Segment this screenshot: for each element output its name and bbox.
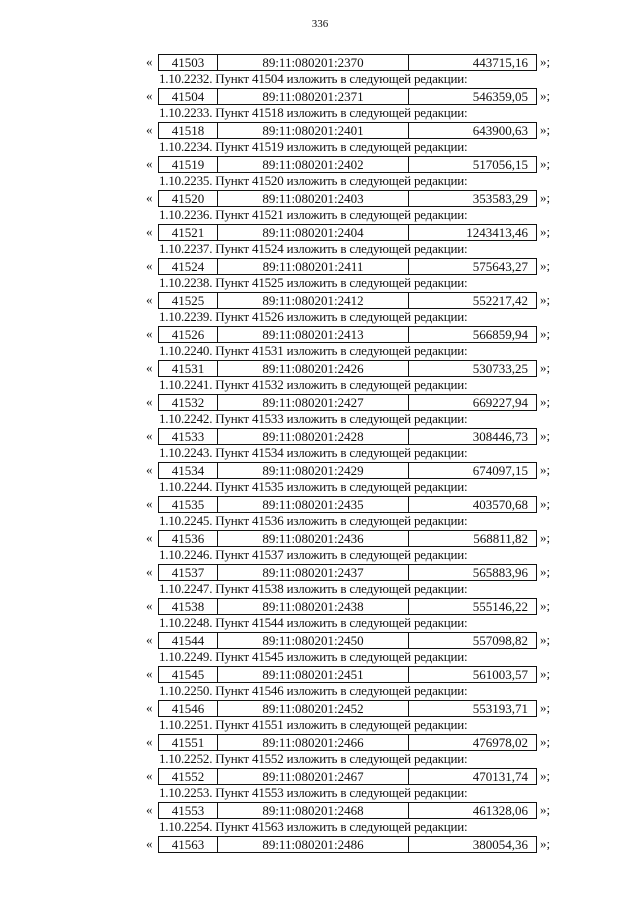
cadastral-number-cell: 89:11:080201:2403	[218, 191, 409, 206]
table-row	[146, 563, 551, 580]
table-row	[146, 767, 551, 784]
item-number-cell: 41551	[159, 735, 218, 750]
value-cell: 546359,05	[472, 89, 528, 104]
value-cell: 403570,68	[472, 497, 528, 512]
closing-quote: »;	[540, 734, 551, 749]
value-cell: 575643,27	[472, 259, 528, 274]
opening-quote: «	[146, 258, 153, 273]
row-cells	[158, 530, 537, 547]
closing-quote: »;	[540, 224, 551, 239]
cadastral-number-cell: 89:11:080201:2411	[218, 259, 409, 274]
closing-quote: »;	[540, 564, 551, 579]
cadastral-number-cell: 89:11:080201:2371	[218, 89, 409, 104]
table-row	[146, 257, 551, 274]
row-cells	[158, 496, 537, 513]
closing-quote: »;	[540, 292, 551, 307]
item-number-cell: 41533	[159, 429, 218, 444]
row-cells	[158, 768, 537, 785]
value-cell: 470131,74	[472, 769, 528, 784]
opening-quote: «	[146, 564, 153, 579]
item-number-cell: 41545	[159, 667, 218, 682]
value-cell: 555146,22	[472, 599, 528, 614]
item-number-cell: 41525	[159, 293, 218, 308]
amendment-line: 1.10.2233. Пункт 41518 изложить в следующей редакции:	[159, 105, 468, 120]
opening-quote: «	[146, 394, 153, 409]
value-cell: 517056,15	[472, 157, 528, 172]
item-number-cell: 41544	[159, 633, 218, 648]
table-row	[146, 223, 551, 240]
item-number-cell: 41524	[159, 259, 218, 274]
amendment-line: 1.10.2241. Пункт 41532 изложить в следующей редакции:	[159, 377, 468, 392]
amendment-line: 1.10.2237. Пункт 41524 изложить в следующей редакции:	[159, 241, 468, 256]
closing-quote: »;	[540, 428, 551, 443]
value-cell: 308446,73	[472, 429, 528, 444]
item-number-cell: 41532	[159, 395, 218, 410]
row-cells	[158, 598, 537, 615]
value-cell: 443715,16	[472, 55, 528, 70]
opening-quote: «	[146, 190, 153, 205]
item-number-cell: 41503	[159, 55, 218, 70]
row-cells	[158, 700, 537, 717]
opening-quote: «	[146, 428, 153, 443]
amendment-line: 1.10.2232. Пункт 41504 изложить в следующей редакции:	[159, 71, 468, 86]
row-cells	[158, 326, 537, 343]
closing-quote: »;	[540, 258, 551, 273]
amendment-line: 1.10.2244. Пункт 41535 изложить в следующей редакции:	[159, 479, 468, 494]
table-row	[146, 189, 551, 206]
closing-quote: »;	[540, 632, 551, 647]
opening-quote: «	[146, 122, 153, 137]
row-cells	[158, 360, 537, 377]
row-cells	[158, 462, 537, 479]
cadastral-number-cell: 89:11:080201:2429	[218, 463, 409, 478]
opening-quote: «	[146, 156, 153, 171]
item-number-cell: 41537	[159, 565, 218, 580]
opening-quote: «	[146, 496, 153, 511]
table-row	[146, 529, 551, 546]
table-row	[146, 495, 551, 512]
item-number-cell: 41538	[159, 599, 218, 614]
amendment-line: 1.10.2252. Пункт 41552 изложить в следующей редакции:	[159, 751, 468, 766]
value-cell: 568811,82	[473, 531, 528, 546]
row-cells	[158, 802, 537, 819]
closing-quote: »;	[540, 666, 551, 681]
row-cells	[158, 88, 537, 105]
cadastral-number-cell: 89:11:080201:2437	[218, 565, 409, 580]
value-cell: 530733,25	[472, 361, 528, 376]
value-cell: 380054,36	[472, 837, 528, 852]
amendment-line: 1.10.2247. Пункт 41538 изложить в следующей редакции:	[159, 581, 468, 596]
cadastral-number-cell: 89:11:080201:2427	[218, 395, 409, 410]
item-number-cell: 41521	[159, 225, 218, 240]
opening-quote: «	[146, 326, 153, 341]
opening-quote: «	[146, 666, 153, 681]
closing-quote: »;	[540, 88, 551, 103]
amendment-line: 1.10.2240. Пункт 41531 изложить в следующей редакции:	[159, 343, 468, 358]
closing-quote: »;	[540, 802, 551, 817]
opening-quote: «	[146, 88, 153, 103]
item-number-cell: 41552	[159, 769, 218, 784]
table-row	[146, 597, 551, 614]
value-cell: 643900,63	[472, 123, 528, 138]
value-cell: 461328,06	[472, 803, 528, 818]
table-row	[146, 665, 551, 682]
cadastral-number-cell: 89:11:080201:2412	[218, 293, 409, 308]
value-cell: 552217,42	[472, 293, 528, 308]
value-cell: 476978,02	[472, 735, 528, 750]
amendment-line: 1.10.2254. Пункт 41563 изложить в следующей редакции:	[159, 819, 468, 834]
item-number-cell: 41519	[159, 157, 218, 172]
opening-quote: «	[146, 598, 153, 613]
closing-quote: »;	[540, 360, 551, 375]
table-row	[146, 733, 551, 750]
opening-quote: «	[146, 802, 153, 817]
row-cells	[158, 224, 537, 241]
cadastral-number-cell: 89:11:080201:2402	[218, 157, 409, 172]
cadastral-number-cell: 89:11:080201:2401	[218, 123, 409, 138]
closing-quote: »;	[540, 122, 551, 137]
value-cell: 565883,96	[472, 565, 528, 580]
opening-quote: «	[146, 224, 153, 239]
amendment-line: 1.10.2235. Пункт 41520 изложить в следующей редакции:	[159, 173, 468, 188]
amendment-line: 1.10.2251. Пункт 41551 изложить в следующей редакции:	[159, 717, 468, 732]
cadastral-number-cell: 89:11:080201:2436	[218, 531, 409, 546]
closing-quote: »;	[540, 530, 551, 545]
cadastral-number-cell: 89:11:080201:2438	[218, 599, 409, 614]
cadastral-number-cell: 89:11:080201:2404	[218, 225, 409, 240]
cadastral-number-cell: 89:11:080201:2370	[218, 55, 409, 70]
amendment-line: 1.10.2242. Пункт 41533 изложить в следующей редакции:	[159, 411, 468, 426]
opening-quote: «	[146, 530, 153, 545]
table-row	[146, 325, 551, 342]
row-cells	[158, 292, 537, 309]
amendment-line: 1.10.2245. Пункт 41536 изложить в следующей редакции:	[159, 513, 468, 528]
value-cell: 557098,82	[472, 633, 528, 648]
row-cells	[158, 836, 537, 853]
opening-quote: «	[146, 734, 153, 749]
amendment-line: 1.10.2253. Пункт 41553 изложить в следующей редакции:	[159, 785, 468, 800]
closing-quote: »;	[540, 156, 551, 171]
value-cell: 1243413,46	[466, 225, 528, 240]
closing-quote: »;	[540, 496, 551, 511]
amendment-line: 1.10.2248. Пункт 41544 изложить в следующей редакции:	[159, 615, 468, 630]
item-number-cell: 41563	[159, 837, 218, 852]
item-number-cell: 41520	[159, 191, 218, 206]
opening-quote: «	[146, 292, 153, 307]
amendment-line: 1.10.2234. Пункт 41519 изложить в следующей редакции:	[159, 139, 468, 154]
value-cell: 674097,15	[472, 463, 528, 478]
opening-quote: «	[146, 360, 153, 375]
table-row	[146, 121, 551, 138]
table-row	[146, 53, 551, 70]
closing-quote: »;	[540, 768, 551, 783]
item-number-cell: 41534	[159, 463, 218, 478]
closing-quote: »;	[540, 598, 551, 613]
table-row	[146, 291, 551, 308]
cadastral-number-cell: 89:11:080201:2435	[218, 497, 409, 512]
item-number-cell: 41546	[159, 701, 218, 716]
item-number-cell: 41535	[159, 497, 218, 512]
table-row	[146, 427, 551, 444]
cadastral-number-cell: 89:11:080201:2452	[218, 701, 409, 716]
opening-quote: «	[146, 54, 153, 69]
table-row	[146, 87, 551, 104]
page-number: 336	[311, 18, 329, 30]
opening-quote: «	[146, 836, 153, 851]
closing-quote: »;	[540, 700, 551, 715]
closing-quote: »;	[540, 326, 551, 341]
opening-quote: «	[146, 632, 153, 647]
amendment-line: 1.10.2250. Пункт 41546 изложить в следующей редакции:	[159, 683, 468, 698]
cadastral-number-cell: 89:11:080201:2413	[218, 327, 409, 342]
table-row	[146, 699, 551, 716]
closing-quote: »;	[540, 394, 551, 409]
table-row	[146, 801, 551, 818]
table-row	[146, 461, 551, 478]
cadastral-number-cell: 89:11:080201:2428	[218, 429, 409, 444]
item-number-cell: 41531	[159, 361, 218, 376]
row-cells	[158, 122, 537, 139]
document-body	[146, 53, 551, 852]
amendment-line: 1.10.2243. Пункт 41534 изложить в следующей редакции:	[159, 445, 468, 460]
amendment-line: 1.10.2238. Пункт 41525 изложить в следующей редакции:	[159, 275, 468, 290]
table-row	[146, 155, 551, 172]
item-number-cell: 41526	[159, 327, 218, 342]
row-cells	[158, 632, 537, 649]
cadastral-number-cell: 89:11:080201:2467	[218, 769, 409, 784]
table-row	[146, 631, 551, 648]
value-cell: 566859,94	[472, 327, 528, 342]
amendment-line: 1.10.2246. Пункт 41537 изложить в следующей редакции:	[159, 547, 468, 562]
item-number-cell: 41504	[159, 89, 218, 104]
opening-quote: «	[146, 462, 153, 477]
amendment-line: 1.10.2236. Пункт 41521 изложить в следующей редакции:	[159, 207, 468, 222]
closing-quote: »;	[540, 54, 551, 69]
cadastral-number-cell: 89:11:080201:2466	[218, 735, 409, 750]
cadastral-number-cell: 89:11:080201:2426	[218, 361, 409, 376]
closing-quote: »;	[540, 190, 551, 205]
item-number-cell: 41553	[159, 803, 218, 818]
cadastral-number-cell: 89:11:080201:2451	[218, 667, 409, 682]
row-cells	[158, 190, 537, 207]
closing-quote: »;	[540, 836, 551, 851]
value-cell: 561003,57	[472, 667, 528, 682]
cadastral-number-cell: 89:11:080201:2468	[218, 803, 409, 818]
row-cells	[158, 666, 537, 683]
cadastral-number-cell: 89:11:080201:2486	[218, 837, 409, 852]
amendment-line: 1.10.2249. Пункт 41545 изложить в следующей редакции:	[159, 649, 468, 664]
value-cell: 353583,29	[472, 191, 528, 206]
amendment-line: 1.10.2239. Пункт 41526 изложить в следующей редакции:	[159, 309, 468, 324]
row-cells	[158, 564, 537, 581]
item-number-cell: 41518	[159, 123, 218, 138]
opening-quote: «	[146, 768, 153, 783]
row-cells	[158, 54, 537, 71]
value-cell: 553193,71	[472, 701, 528, 716]
cadastral-number-cell: 89:11:080201:2450	[218, 633, 409, 648]
item-number-cell: 41536	[159, 531, 218, 546]
table-row	[146, 359, 551, 376]
closing-quote: »;	[540, 462, 551, 477]
opening-quote: «	[146, 700, 153, 715]
row-cells	[158, 428, 537, 445]
table-row	[146, 393, 551, 410]
row-cells	[158, 734, 537, 751]
row-cells	[158, 394, 537, 411]
table-row	[146, 835, 551, 852]
value-cell: 669227,94	[472, 395, 528, 410]
row-cells	[158, 156, 537, 173]
row-cells	[158, 258, 537, 275]
